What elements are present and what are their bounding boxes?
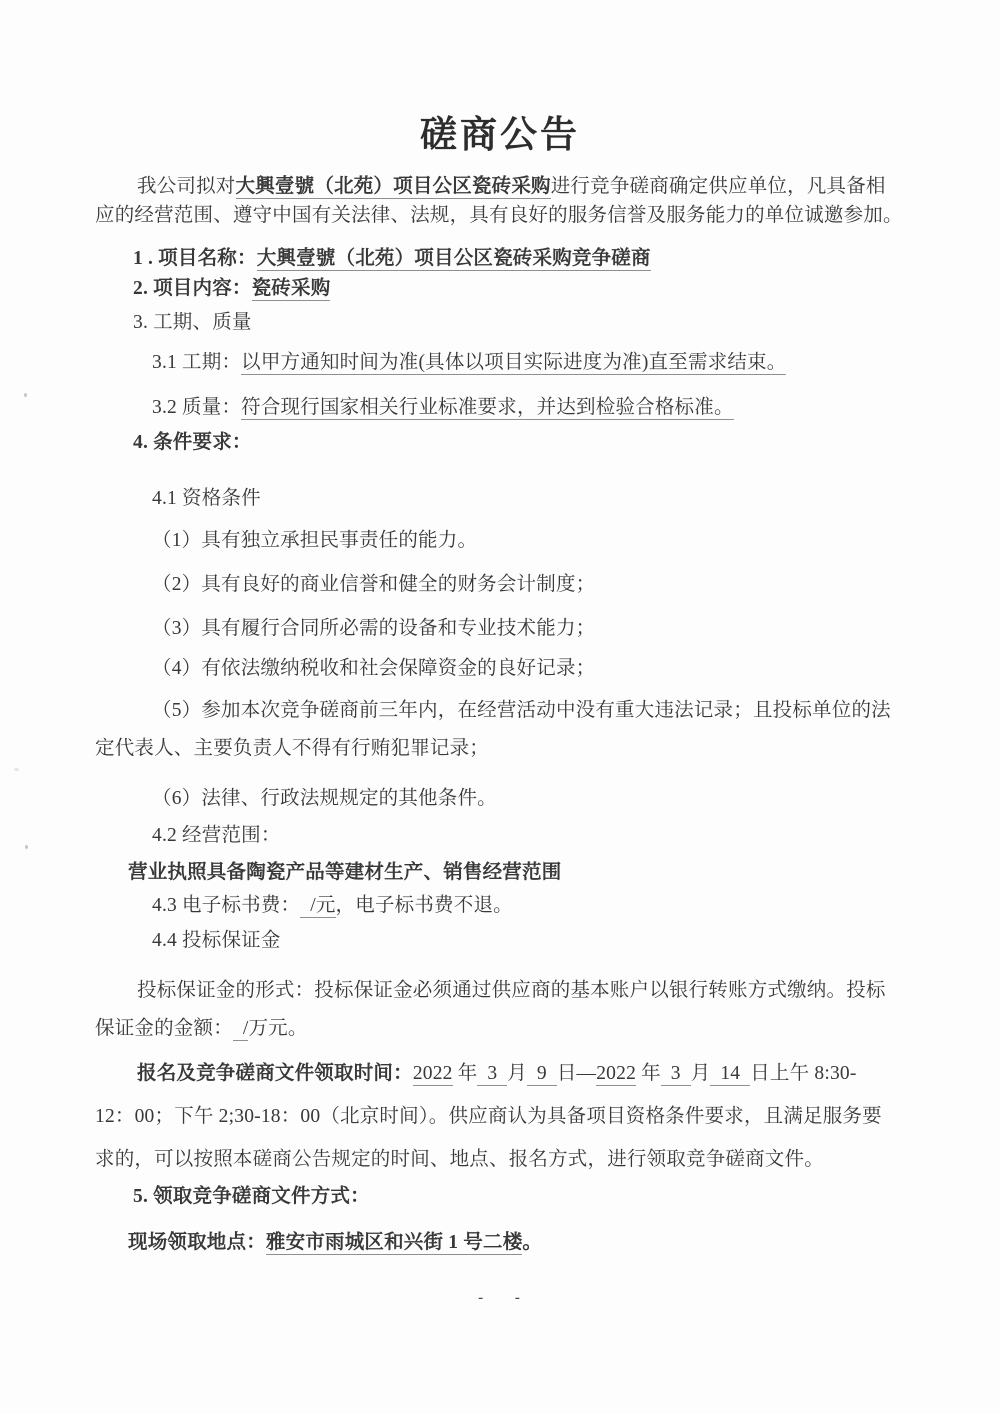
intro-prefix: 我公司拟对 [137,176,236,197]
registration-label: 报名及竞争磋商文件领取时间： [137,1063,413,1084]
pickup-location-label: 现场领取地点： [128,1232,266,1253]
condition-5: （5）参加本次竞争磋商前三年内，在经营活动中没有重大违法记录；且投标单位的法定代表人、主要负责人不得有行贿犯罪记录； [95,700,891,759]
item-4-3-fee [95,893,905,918]
item-4-3-after: ，电子标书费不退。 [335,895,513,916]
item-3-2-label: 3.2 质量： [152,397,242,418]
condition-4: （4）有依法缴纳税收和社会保障资金的良好记录； [152,658,596,679]
date-day-2: 14 [710,1063,751,1084]
registration-rest: 日上午 8:30-12：00；下午 2;30-18：00（北京时间）。供应商认为具备项目资格条件要求，且满足服务要求的，可以按照本磋商公告规定的时间、地点、报名方式，进行领取竞争磋商文件。 [95,1063,882,1170]
condition-1: （1）具有独立承担民事责任的能力。 [152,530,478,551]
pickup-location-value: 雅安市雨城区和兴街 1 号二楼 [265,1232,523,1253]
item-3-2-quality [95,395,905,420]
scan-speck [24,393,27,397]
item-4-3-label: 4.3 电子标书费： [152,895,301,916]
registration-paragraph [95,1052,887,1181]
date-year-1: 2022 [412,1063,453,1084]
date-dash: 日— [556,1063,597,1084]
item-3-1-value: 以甲方通知时间为准(具体以项目实际进度为准)直至需求结束。 [241,352,787,373]
item-3-heading: 3. 工期、质量 [133,312,252,333]
item-3-1-label: 3.1 工期： [152,352,242,373]
item-2-project-content [95,276,905,301]
item-1-value: 大興壹號（北苑）项目公区瓷砖采购竞争磋商 [256,248,651,269]
fee-blank-field: /元 [300,895,336,916]
deposit-blank-field: / [232,1018,249,1039]
pickup-location-end: 。 [522,1232,543,1253]
scan-speck [14,768,19,771]
item-1-project-name [95,246,905,271]
intro-rest: 进行竞争磋商确定供应单位，凡具备相应的经营范围、遵守中国有关法律、法规，具有良好的服务信誉及服务能力的单位诚邀参加。 [95,176,903,226]
intro-paragraph [95,172,905,230]
date-sep: 年 [452,1063,478,1084]
deposit-paragraph [95,972,905,1048]
scan-speck [25,845,28,849]
date-month-2: 3 [660,1063,691,1084]
pickup-location-line [95,1230,905,1255]
item-2-label: 2. 项目内容： [133,278,252,299]
date-day-1: 9 [526,1063,557,1084]
project-name-inline: 大興壹號（北苑）项目公区瓷砖采购 [235,176,551,197]
date-month-1: 3 [477,1063,508,1084]
condition-6: （6）法律、行政法规规定的其他条件。 [152,788,497,809]
item-1-label: 1 . 项目名称： [133,248,257,269]
deposit-text: 投标保证金的形式：投标保证金必须通过供应商的基本账户以银行转账方式缴纳。投标保证金的金额： [95,980,886,1039]
item-4-heading: 4. 条件要求： [133,432,252,453]
section-5-heading: 5. 领取竞争磋商文件方式： [133,1186,370,1207]
page-number-footer: - - [478,1290,522,1306]
date-sep: 月 [690,1063,711,1084]
condition-2: （2）具有良好的商业信誉和健全的财务会计制度； [152,574,596,595]
item-4-2-heading: 4.2 经营范围： [152,825,281,846]
deposit-after: 万元。 [248,1018,308,1039]
item-2-value: 瓷砖采购 [251,278,331,299]
date-sep: 月 [507,1063,527,1084]
business-scope-line: 营业执照具备陶瓷产品等建材生产、销售经营范围 [128,862,562,883]
item-4-4-heading: 4.4 投标保证金 [152,930,281,951]
document-title: 磋商公告 [420,114,580,156]
condition-3: （3）具有履行合同所必需的设备和专业技术能力； [152,618,596,639]
item-3-1-duration [95,350,905,375]
item-3-2-value: 符合现行国家相关行业标准要求，并达到检验合格标准。 [241,397,734,418]
date-sep: 年 [636,1063,661,1084]
date-year-2: 2022 [596,1063,637,1084]
item-4-1-heading: 4.1 资格条件 [152,488,261,509]
